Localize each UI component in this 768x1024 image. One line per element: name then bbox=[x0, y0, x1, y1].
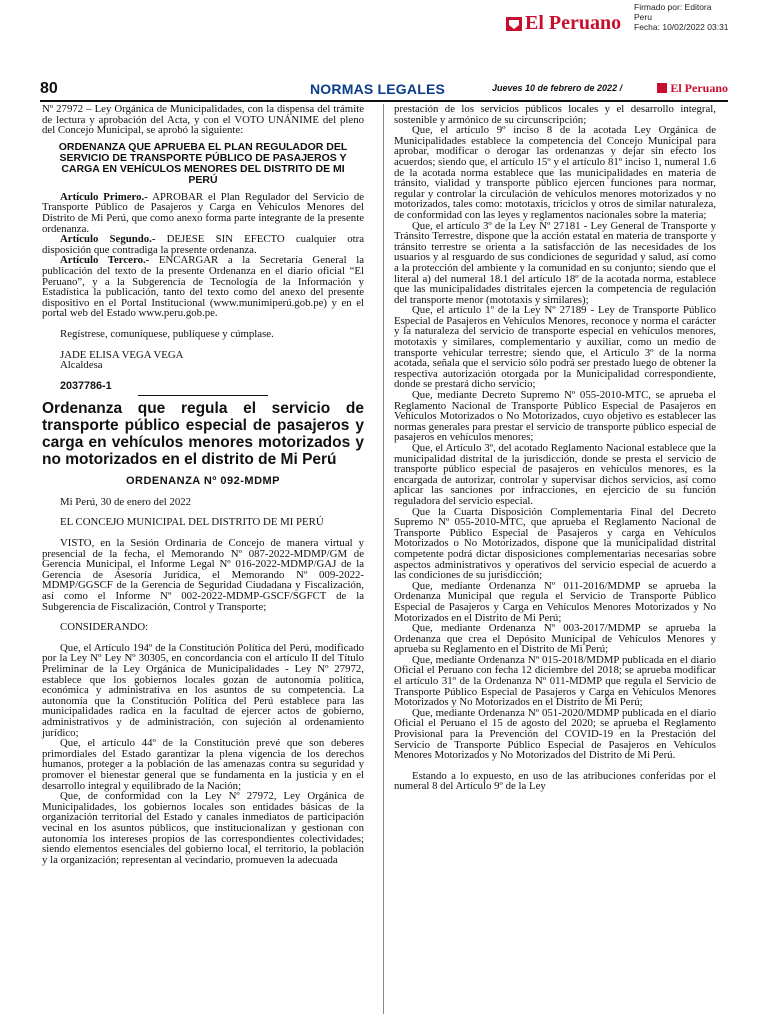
page-number: 80 bbox=[40, 80, 58, 97]
article-2-label: Artículo Segundo.- bbox=[60, 233, 156, 246]
paragraph: Que, el artículo 3º de la Ley Nº 27181 - Ley General de Transporte y Tránsito Terrestre, dispone que la acción estatal en materia de transporte y tránsito terrestre se orienta a la satisfacción de las necesidades de los usuarios y al resguardo de sus condiciones de seguridad y salud, así como a la protección del ambiente y la comunidad en su conjunto; siendo que el literal a) del numeral 18.1 del artículo 18º de la acotada norma, establece que las municipalidades distritales ejercen la competencia de regulación del transporte menor (mototaxis y similares); bbox=[394, 219, 716, 306]
section-title: NORMAS LEGALES bbox=[310, 81, 446, 97]
article-3-text: ENCARGAR a la Secretaría General la publicación del texto de la presente Ordenanza en el diario oficial “El Peruano”, y a la Subgerencia de Tecnología de la Información y Estadística la publicación, tanto del texto como del anexo del presente dispositivo en el Portal Institucional (www.munimiperú.gob.pe) y en el portal web del Estado www.peru.gob.pe. bbox=[42, 254, 364, 320]
ordinance-number: ORDENANZA Nº 092-MDMP bbox=[125, 475, 281, 488]
signature-line-2: Peru bbox=[634, 12, 652, 22]
logo-text: El Peruano bbox=[525, 12, 622, 34]
paragraph: Que, mediante Decreto Supremo Nº 055-2010-MTC, se aprueba el Reglamento Nacional de Transporte Público Especial de Pasajeros en Vehículos Motorizados o No Motorizados, cuyo objetivo es establecer las normas generales para prestar el servicio de transporte público especial de pasajeros en vehículos menores; bbox=[394, 389, 716, 444]
signature-line-1: Firmado por: Editora bbox=[634, 2, 712, 12]
signer-title: Alcaldesa bbox=[60, 359, 103, 372]
paragraph: Nº 27972 – Ley Orgánica de Municipalidades, con la dispensa del trámite de lectura y aprobación del Acta, y con el VOTO UNÁNIME del pleno del Concejo Municipal, se aprobó la siguiente: bbox=[42, 103, 364, 137]
paragraph: Que, mediante Ordenanza Nº 015-2018/MDMP publicada en el diario Oficial el Peruano con fecha 12 diciembre del 2018; se aprueba modificar el artículo 31º de la Ordenanza Nº 011-MDMP que regula el Servicio de Transporte Público Especial de Pasajeros y Carga en Vehículos Menores Motorizados y No Motorizados en el Distrito de Mi Perú; bbox=[394, 653, 716, 709]
article-3-label: Artículo Tercero.- bbox=[60, 254, 150, 267]
signature-line-3: Fecha: 10/02/2022 03:31 bbox=[634, 22, 729, 32]
left-column bbox=[42, 104, 364, 865]
shield-icon bbox=[505, 16, 523, 32]
document-code: 2037786-1 bbox=[60, 379, 112, 392]
digital-signature-stamp bbox=[634, 2, 764, 32]
issuing-body: EL CONCEJO MUNICIPAL DEL DISTRITO DE MI PERÚ bbox=[60, 516, 324, 529]
separator-rule bbox=[138, 395, 268, 396]
visto-paragraph: VISTO, en la Sesión Ordinaria de Concejo de manera virtual y presencial de la fecha, el Memorando Nº 087-2022-MDMP/GM de Gerencia Municipal, el Informe Legal Nº 016-2022-MDMP/GAJ de la Gerencia de Asesoría Jurídica, el Memorando Nº 009-2022-MDMP/GGSCF de la Gerencia de Seguridad Ciudadana y Fiscalización, así como el Informe Nº 002-2022-MDMP-GSCF/SGFCT de la Subgerencia de Fiscalización, Control y Transporte; bbox=[42, 537, 364, 613]
article-2-text: DEJESE SIN EFECTO cualquier otra disposición que contradiga la presente ordenanza. bbox=[42, 233, 364, 256]
right-column bbox=[394, 104, 716, 792]
considerando-3: Que, de conformidad con la Ley Nº 27972, Ley Orgánica de Municipalidades, los gobiernos locales son entidades básicas de la organización territorial del Estado y canales inmediatos de participación vecinal en los asuntos públicos, que institucionalizan y gestionan con autonomía los intereses propios de las correspondientes colectividades; siendo elementos esenciales del gobierno local, el territorio, la población y la organización; representan al vecindario, promueven la adecuada bbox=[42, 790, 364, 866]
article-1 bbox=[42, 192, 364, 234]
issue-date: Jueves 10 de febrero de 2022 / bbox=[492, 83, 623, 93]
paragraph: Estando a lo expuesto, en uso de las atribuciones conferidas por el numeral 8 del Artículo 9º de la Ley bbox=[394, 769, 716, 793]
considerando-2: Que, el artículo 44º de la Constitución prevé que son deberes primordiales del Estado garantizar la plena vigencia de los derechos humanos, proteger a la población de las amenazas contra su seguridad y promover el bienestar general que se fundamenta en la justicia y en el desarrollo integral y equilibrado de la Nación; bbox=[42, 737, 364, 792]
paragraph: Que, mediante Ordenanza Nº 011-2016/MDMP se aprueba la Ordenanza Municipal que regula el Servicio de Transporte Público Especial de Pasajeros y Carga en Vehículos Menores Motorizados y No Motorizados en el Distrito de Mi Perú; bbox=[394, 579, 716, 624]
article-1-label: Artículo Primero.- bbox=[60, 190, 148, 203]
ordinance-title: ORDENANZA QUE APRUEBA EL PLAN REGULADOR DEL SERVICIO DE TRANSPORTE PÚBLICO DE PASAJEROS Y CARGA EN VEHÍCULOS MENORES DEL DISTRITO DE MI PERÚ bbox=[58, 140, 348, 186]
header-brand-text: El Peruano bbox=[670, 81, 728, 95]
page-header bbox=[40, 78, 728, 102]
place-date: Mi Perú, 30 de enero del 2022 bbox=[60, 495, 192, 508]
el-peruano-logo bbox=[505, 12, 621, 35]
paragraph: Que, el artículo 1º de la Ley Nº 27189 - Ley de Transporte Público Especial de Pasajeros en Vehículos Menores, reconoce y norma el carácter y la naturaleza del servicio de transporte especial en vehículos menores, mototaxis y similares, complementario y auxiliar, como un medio de transporte vehicular terrestre; siendo que, el Artículo 3º de la norma acotada, señala que el servicio sólo podrá ser prestado luego de obtener la respectiva autorización otorgada por la Municipalidad correspondiente, donde se prestará dicho servicio; bbox=[394, 304, 716, 391]
column-divider bbox=[383, 104, 384, 1014]
paragraph: Que, mediante Ordenanza Nº 051-2020/MDMP publicada en el diario Oficial el Peruano el 15 de agosto del 2020; se aprueba el Reglamento Provisional para la Prevención del COVID-19 en la Prestación del Servicio de Transporte Público Especial de Pasajeros en Vehículos Menores Motorizados y No Motorizados del Distrito de Mi Perú. bbox=[394, 706, 716, 762]
paragraph: Que, el Artículo 3º, del acotado Reglamento Nacional establece que la municipalidad distrital de la jurisdicción, donde se presta el servicio de transporte público especial de pasajeros en vehículos menores, es la encargada de autorizar, controlar y supervisar dichos servicios, así como aplicar las sanciones por infracciones, en ejercicio de su función reguladora del servicio especial. bbox=[394, 442, 716, 507]
header-brand bbox=[657, 81, 728, 96]
considerando-1: Que, el Artículo 194º de la Constitución Política del Perú, modificado por la Ley Nº Ley Nº 30305, en concordancia con el artículo II del Título Preliminar de la Ley Orgánica de Municipalidades - Ley Nº 27972, establece que los gobiernos locales gozan de autonomía política, económica y administrativa en los asuntos de su competencia. La autonomía que la Constitución Política del Perú establece para las municipalidades radica en la facultad de ejercer actos de gobierno, administrativos y de administración, con sujeción al ordenamiento jurídico; bbox=[42, 641, 364, 739]
paragraph: prestación de los servicios públicos locales y el desarrollo integral, sostenible y armónico de su circunscripción; bbox=[394, 103, 716, 126]
article-3 bbox=[42, 255, 364, 319]
signer-name: JADE ELISA VEGA VEGA bbox=[60, 348, 184, 361]
flag-icon bbox=[657, 83, 667, 93]
article-headline: Ordenanza que regula el servicio de transporte público especial de pasajeros y carga en vehículos menores motorizados y no motorizados en el distrito de Mi Perú bbox=[42, 400, 364, 469]
paragraph: Que la Cuarta Disposición Complementaria Final del Decreto Supremo Nº 055-2010-MTC, que aprueba el Reglamento Nacional de Transporte Público Especial de Pasajeros y carga en Vehículos Motorizados o No Motorizados, dispone que la municipalidad distrital competente podrá dictar disposiciones complementarias necesarias sobre aspectos administrativos y operativos del servicio especial de acuerdo a las condiciones de su jurisdicción; bbox=[394, 505, 716, 582]
closing-formula: Regístrese, comuníquese, publíquese y cúmplase. bbox=[60, 327, 274, 340]
article-2 bbox=[42, 234, 364, 255]
paragraph: Que, mediante Ordenanza Nº 003-2017/MDMP se aprueba la Ordenanza que crea el Depósito Municipal de Vehículos Menores y aprueba su Reglamento en el Distrito de Mi Perú; bbox=[394, 622, 716, 656]
paragraph: Que, el artículo 9º inciso 8 de la acotada Ley Orgánica de Municipalidades establece la competencia del Concejo Municipal para aprobar, modificar o derogar las ordenanzas y dejar sin efecto los acuerdos; siendo que, el artículo 15º y el artículo 81º inciso 1, numeral 1.6 de la acotada norma establece que las municipalidades en materia de tránsito, vialidad y transporte público ejercen funciones para normar, regular y controlar la circulación de vehículos menores motorizados y no motorizados, tales como: mototaxis, triciclos y otros de similar naturaleza, de conformidad con las leyes y reglamentos nacionales sobre la materia; bbox=[394, 124, 716, 221]
considerando-heading: CONSIDERANDO: bbox=[60, 621, 149, 634]
article-1-text: APROBAR el Plan Regulador del Servicio de Transporte Público de Pasajeros y Carga en Vehículos Menores del Distrito de Mi Perú, que como anexo forma parte integrante de la presente ordenanza. bbox=[42, 190, 365, 235]
